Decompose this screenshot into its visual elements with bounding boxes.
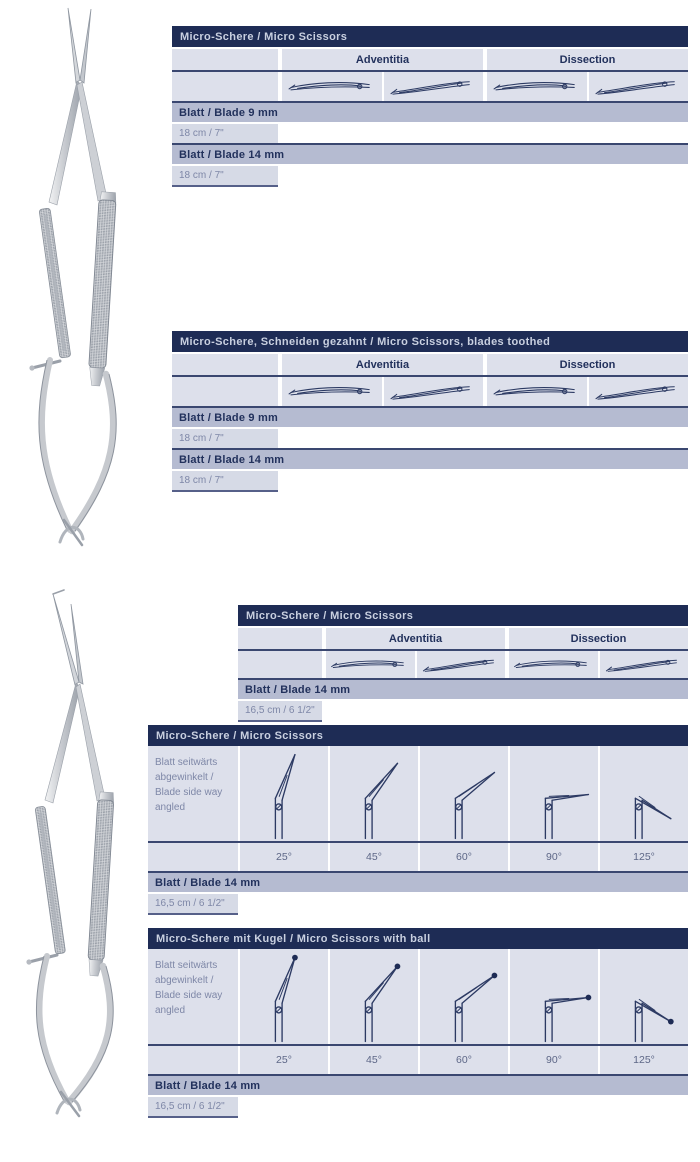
- angle-label: 125°: [600, 1046, 688, 1074]
- table-micro-scissors-angled: [148, 725, 688, 915]
- blade-cell: [240, 949, 328, 1044]
- micro-scissors-tip-icon: [592, 76, 684, 97]
- micro-scissors-tip-icon: [387, 76, 479, 97]
- corner-cell: [238, 628, 322, 649]
- table-title: Micro-Schere mit Kugel / Micro Scissors with ball: [148, 928, 688, 949]
- corner-cell: [172, 72, 278, 101]
- column-group-adventitia: Adventitia: [282, 354, 483, 375]
- length-value: 16,5 cm / 6 1/2": [148, 1097, 238, 1116]
- table-title: Micro-Schere / Micro Scissors: [238, 605, 688, 626]
- length-value: 18 cm / 7": [172, 124, 278, 143]
- angle-label: 60°: [420, 843, 508, 871]
- table-underline: [172, 490, 278, 492]
- blade-cell: [510, 746, 598, 841]
- table-title: Micro-Schere / Micro Scissors: [172, 26, 688, 47]
- blade-size-band: Blatt / Blade 14 mm: [172, 450, 688, 469]
- length-value: 16,5 cm / 6 1/2": [148, 894, 238, 913]
- micro-scissors-tip-icon: [491, 76, 583, 97]
- blade-cell: [330, 949, 418, 1044]
- angled-blade-icon: [330, 748, 418, 841]
- variant-cell: [282, 72, 382, 101]
- column-group-dissection: Dissection: [487, 354, 688, 375]
- blade-size-band: Blatt / Blade 14 mm: [172, 145, 688, 164]
- angled-blade-ball-icon: [240, 951, 328, 1044]
- variant-cell: [487, 377, 587, 406]
- angled-blade-ball-icon: [510, 951, 598, 1044]
- angle-label: 25°: [240, 1046, 328, 1074]
- side-label: Blatt seitwärts abgewinkelt / Blade side way angled: [148, 949, 238, 1044]
- blade-size-band: Blatt / Blade 9 mm: [172, 103, 688, 122]
- variant-cell: [509, 651, 598, 678]
- micro-scissors-tip-icon: [286, 381, 378, 402]
- table-micro-scissors-1: [172, 26, 688, 187]
- blade-size-band: Blatt / Blade 14 mm: [238, 680, 688, 699]
- angled-blade-icon: [600, 748, 688, 841]
- variant-cell: [487, 72, 587, 101]
- angled-blade-ball-icon: [600, 951, 688, 1044]
- micro-scissors-tip-icon: [512, 655, 594, 674]
- table-underline: [238, 720, 322, 722]
- blade-size-band: Blatt / Blade 14 mm: [148, 873, 688, 892]
- micro-scissors-tip-icon: [592, 381, 684, 402]
- column-group-adventitia: Adventitia: [326, 628, 505, 649]
- angle-label: 45°: [330, 843, 418, 871]
- table-micro-scissors-toothed: [172, 331, 688, 492]
- variant-cell: [384, 72, 484, 101]
- micro-scissors-tip-icon: [420, 655, 502, 674]
- corner-cell: [172, 377, 278, 406]
- column-group-adventitia: Adventitia: [282, 49, 483, 70]
- table-underline: [148, 913, 238, 915]
- blade-size-band: Blatt / Blade 9 mm: [172, 408, 688, 427]
- angle-label: 90°: [510, 843, 598, 871]
- variant-cell: [589, 377, 689, 406]
- blade-cell: [420, 746, 508, 841]
- blade-cell: [420, 949, 508, 1044]
- length-value: 18 cm / 7": [172, 471, 278, 490]
- blade-cell: [600, 746, 688, 841]
- angled-blade-ball-icon: [330, 951, 418, 1044]
- angle-label: 60°: [420, 1046, 508, 1074]
- angle-label: 25°: [240, 843, 328, 871]
- variant-cell: [326, 651, 415, 678]
- table-underline: [148, 1116, 238, 1118]
- table-title: Micro-Schere / Micro Scissors: [148, 725, 688, 746]
- angled-blade-icon: [240, 748, 328, 841]
- micro-scissors-tip-icon: [329, 655, 411, 674]
- instrument-photo-micro-scissors-angled: [5, 588, 150, 1133]
- micro-scissors-tip-icon: [286, 76, 378, 97]
- corner-cell: [172, 354, 278, 375]
- instrument-photo-micro-scissors-straight: [6, 2, 164, 562]
- angled-blade-icon: [420, 748, 508, 841]
- variant-cell: [600, 651, 689, 678]
- corner-cell: [238, 651, 322, 678]
- table-micro-scissors-ball: [148, 928, 688, 1118]
- blade-cell: [240, 746, 328, 841]
- corner-cell: [148, 1046, 238, 1074]
- length-value: 18 cm / 7": [172, 429, 278, 448]
- micro-scissors-tip-icon: [491, 381, 583, 402]
- table-micro-scissors-2: [238, 605, 688, 722]
- side-label: Blatt seitwärts abgewinkelt / Blade side way angled: [148, 746, 238, 841]
- corner-cell: [148, 843, 238, 871]
- blade-cell: [510, 949, 598, 1044]
- blade-cell: [330, 746, 418, 841]
- table-underline: [172, 185, 278, 187]
- variant-cell: [384, 377, 484, 406]
- micro-scissors-tip-icon: [603, 655, 685, 674]
- angled-blade-icon: [510, 748, 598, 841]
- angled-blade-ball-icon: [420, 951, 508, 1044]
- angle-label: 90°: [510, 1046, 598, 1074]
- length-value: 18 cm / 7": [172, 166, 278, 185]
- column-group-dissection: Dissection: [487, 49, 688, 70]
- variant-cell: [589, 72, 689, 101]
- angle-label: 45°: [330, 1046, 418, 1074]
- variant-cell: [282, 377, 382, 406]
- angle-label: 125°: [600, 843, 688, 871]
- micro-scissors-tip-icon: [387, 381, 479, 402]
- corner-cell: [172, 49, 278, 70]
- length-value: 16,5 cm / 6 1/2": [238, 701, 322, 720]
- blade-size-band: Blatt / Blade 14 mm: [148, 1076, 688, 1095]
- variant-cell: [417, 651, 506, 678]
- column-group-dissection: Dissection: [509, 628, 688, 649]
- table-title: Micro-Schere, Schneiden gezahnt / Micro Scissors, blades toothed: [172, 331, 688, 352]
- blade-cell: [600, 949, 688, 1044]
